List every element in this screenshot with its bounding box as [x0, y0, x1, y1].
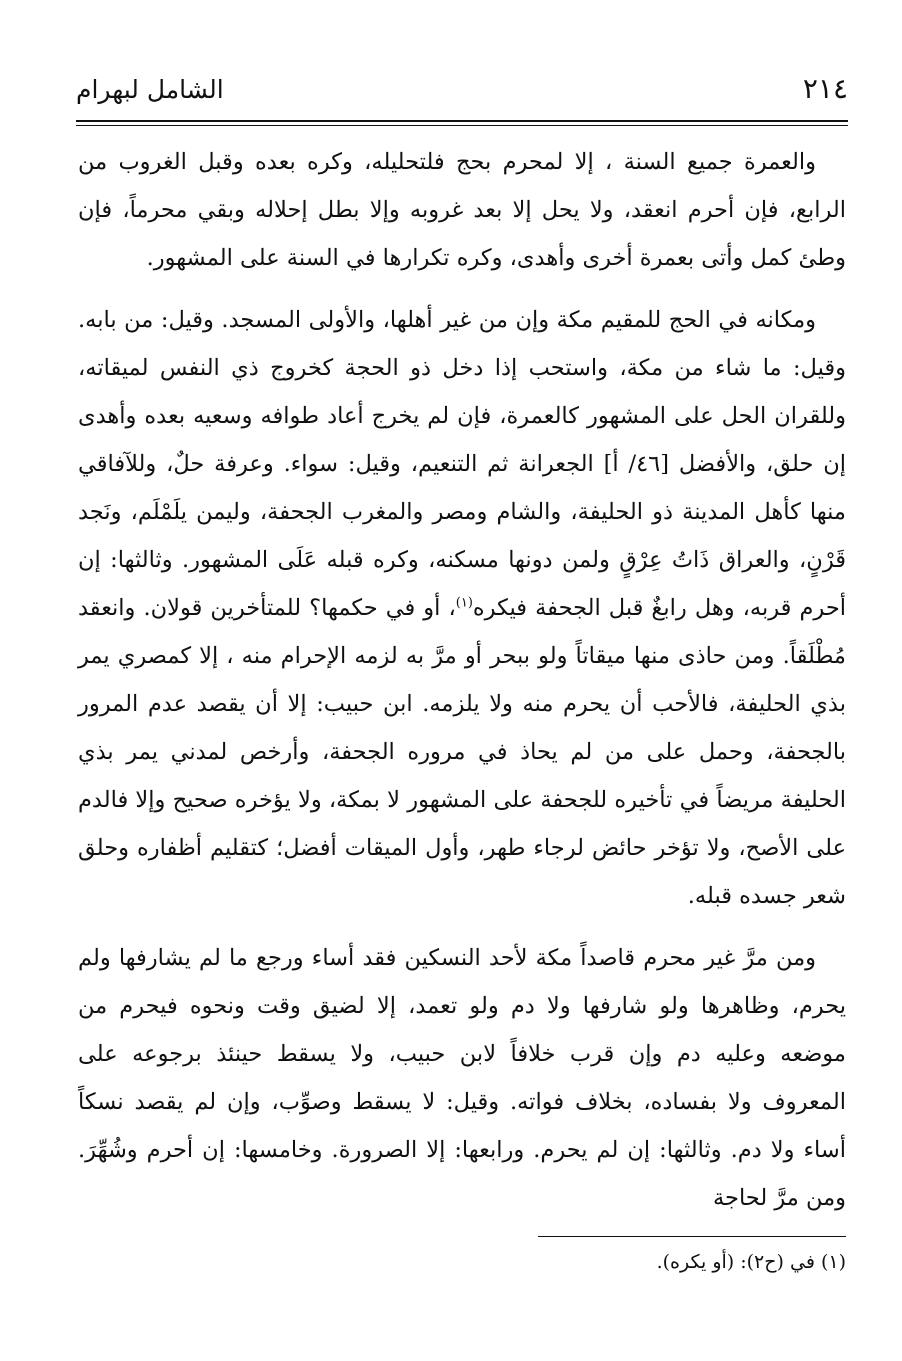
footnote-rule [538, 1236, 846, 1237]
running-title: الشامل لبهرام [76, 75, 224, 104]
footnote-1: (١) في (ح٢): (أو يكره). [656, 1251, 846, 1273]
header-rule-thin [76, 125, 848, 126]
paragraph-umrah: والعمرة جميع السنة ، إلا لمحرم بحج فلتحليله، وكره بعده وقبل الغروب من الرابع، فإن أحرم انعقد، ولا يحل إلا بعد غروبه وإلا بطل إحلاله وبقي محرماً، فإن وطئ كمل وأتى بعمرة أخرى وأهدى، وكره تكرارها في السنة على المشهور. [78, 149, 846, 271]
paragraph-miqat-part-1: ومكانه في الحج للمقيم مكة وإن من غير أهلها، والأولى المسجد. وقيل: من بابه. وقيل: ما شاء من مكة، واستحب إذا دخل ذو الحجة كخروج ذي النفس لميقاته، وللقران الحل على المشهور كالعمرة، فإن لم يخرج أعاد طوافه وسعيه بعده وأهدى إن حلق، والأفضل [٤٦/ أ] الجعرانة ثم التنعيم، وقيل: سواء. وعرفة حلٌ، وللآفاقي منها كأهل المدينة ذو الحليفة، والشام ومصر والمغرب الجحفة، وليمن يلَمْلَم، ونَجد قَرْنٍ، والعراق ذَاتُ عِرْقٍ ولمن دونها مسكنه، وكره قبله عَلَى المشهور. وثالثها: إن أحرم قربه، وهل رابغٌ قبل الجحفة فيكره [78, 307, 847, 621]
page-number: ٢١٤ [802, 72, 848, 105]
paragraph-miqat-part-2: ، أو في حكمها؟ للمتأخرين قولان. وانعقد مُطْلَقاً. ومن حاذى منها ميقاتاً ولو ببحر أو مرَّ به لزمه الإحرام منه ، إلا كمصري يمر بذي الحليفة، فالأحب أن يحرم منه ولا يلزمه. ابن حبيب: إلا أن يقصد عدم المرور بالجحفة، وحمل على من لم يحاذ في مروره الجحفة، وأرخص لمدني يمر بذي الحليفة مريضاً في تأخيره للجحفة على المشهور لا بمكة، ولا يؤخره صحيح وإلا فالدم على الأصح، ولا تؤخر حائض لرجاء طهر، وأول الميقات أفضل؛ كتقليم أظفاره وحلق شعر جسده قبله. [78, 595, 846, 909]
paragraph-passing-without-ihram: ومن مرَّ غير محرم قاصداً مكة لأحد النسكين فقد أساء ورجع ما لم يشارفها ولم يحرم، وظاهرها ولو شارفها ولا دم ولو تعمد، إلا لضيق وقت ونحوه فيحرم من موضعه وعليه دم وإن قرب خلافاً لابن حبيب، ولا يسقط حينئذ برجوعه على المعروف ولا بفساده، بخلاف فواته. وقيل: لا يسقط وصوِّب، وإن لم يقصد نسكاً أساء ولا دم. وثالثها: إن لم يحرم. ورابعها: إلا الصرورة. وخامسها: إن أحرم وشُهِّرَ. ومن مرَّ لحاجة [78, 945, 846, 1211]
header-rule [76, 120, 848, 122]
footnotes [78, 1248, 846, 1276]
paragraph-miqat [78, 296, 846, 920]
main-text [78, 138, 846, 1222]
page-header [76, 66, 848, 118]
footnote-reference: (١) [455, 595, 473, 611]
